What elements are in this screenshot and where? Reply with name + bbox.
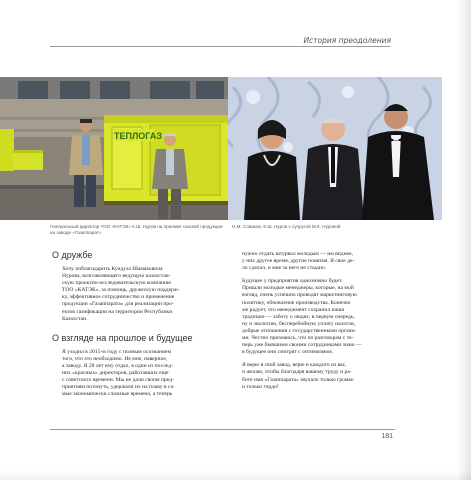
paragraph: Я верю в свой завод, верю в каждого из вас, и желаю, чтобы благодаря вашему труду и ра- боте имя «Газаппарата» звучало только громко и только гордо! (242, 362, 354, 390)
text-column-left (52, 250, 218, 404)
event-portrait-photo (228, 77, 442, 220)
page-bottom-shadow (0, 470, 471, 480)
photo-caption-right: Н.М. Соваков, К.Ш. Нуров с супругой М.К. Нуровой (232, 224, 341, 229)
footer-rule (50, 429, 395, 430)
paragraph: Будущее у предприятия однозначно будет. Пришли молодые менеджеры, которые, на мой взгляд, очень успешно проводят маркетинговую политику, обновление производства. Конечно же радует, что менеджмент сохранил наши традиции — заботу о людях, в первую очередь, ну и экологию, бесперебойную уплату налогов, добрые отношения с государственными органа- ми. Честно признаюсь, что по разговорам с те- перь уже бывшими своими сотрудниками знаю — в будущее они смотрят с оптимизмом. (242, 278, 362, 356)
section-heading-past-future: О взгляде на прошлое и будущее (52, 332, 193, 343)
paragraph: Я уходил в 2015-м году с полным осознанием того, что это необходимо. Не мне, наверное, а заводу. Я 28 лет ему отдал, я один из послед- них «красных» директоров, работавших еще с советского времени. Мы не дали своим пред- приятиям потонуть, удержали их на плаву в са- мые экономически сложные времена, а теперь (62, 348, 175, 398)
factory-acceptance-photo (0, 77, 228, 220)
page-edge-shadow (457, 0, 471, 480)
photo-caption-left: Генеральный директор ТОО «КАТЭК» К.Ш. Нуров на приемке газовой продукции на заводе «Газаппарат» (50, 224, 223, 235)
running-header-section-title: История преодоления (303, 36, 391, 45)
text-column-right (242, 251, 394, 397)
factory-acceptance-illustration (0, 77, 228, 220)
paragraph: нужно отдать штурвал молодым — им виднее, у них другое время, другие понятия. Я свое де- ло сделал, и мне за него не стыдно. (242, 251, 355, 272)
page-number: 181 (381, 433, 393, 440)
section-heading-friendship: О дружбе (52, 250, 93, 260)
paragraph: Хочу поблагодарить Кундуза Шамаковича Нурова, возглавляющего ведущую казахстан- скую проектно-исследовательскую компанию ТОО «КАТЭК», за помощь, дружескую поддерж- ку, эффективное сотрудничество и применение продукции «Газаппарата» для реализации про- ектов газификации на территории Республики Казахстан. (62, 266, 180, 322)
event-portrait-illustration (228, 77, 442, 220)
teplogaz-sign: ТЕПЛОГАЗ (114, 131, 162, 141)
header-rule (50, 46, 390, 47)
